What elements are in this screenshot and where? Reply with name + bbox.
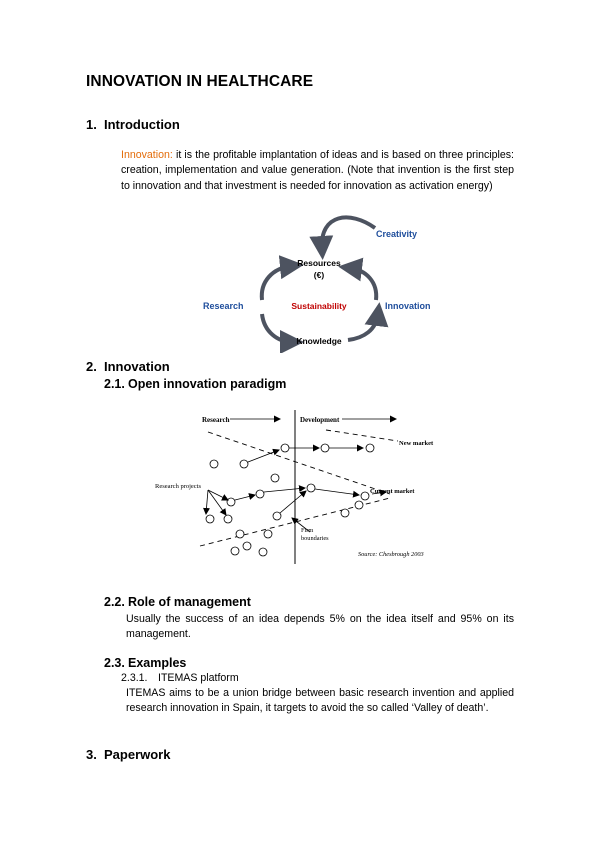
innovation-cycle-diagram	[180, 208, 440, 353]
innovation-term: Innovation:	[121, 149, 173, 161]
subsection-title: Open innovation paradigm	[128, 377, 287, 391]
label-resources: Resources	[297, 258, 341, 268]
label-current-market: Current market	[370, 488, 415, 495]
label-knowledge: Knowledge	[296, 336, 342, 346]
subsubsection-title: ITEMAS platform	[158, 672, 239, 684]
subsection-number: 2.2.	[104, 595, 125, 609]
subsubsection-number: 2.3.1.	[121, 672, 148, 684]
label-boundaries: boundaries	[301, 535, 329, 542]
arrow-innovation-to-resources	[350, 268, 376, 300]
document-title: INNOVATION IN HEALTHCARE	[86, 73, 314, 90]
section-number: 3.	[86, 747, 97, 762]
section-title: Innovation	[104, 359, 170, 374]
label-sustainability: Sustainability	[291, 301, 347, 311]
arrow-research-to-knowledge	[262, 314, 292, 342]
itemas-paragraph: ITEMAS aims to be a union bridge between basic research invention and applied research innovation in Spain, it targets to avoid the so called ‘Valley of death’.	[126, 687, 514, 715]
label-innovation: Innovation	[385, 301, 431, 311]
label-source: Source: Chesbrough 2003	[358, 551, 424, 558]
section-number: 1.	[86, 117, 97, 132]
section-2-heading	[86, 359, 170, 374]
research-project-circles	[206, 444, 374, 556]
intro-paragraph	[121, 148, 514, 194]
subsection-2-1-heading	[104, 377, 286, 391]
label-currency: (€)	[313, 270, 325, 280]
label-creativity: Creativity	[376, 229, 418, 239]
management-paragraph: Usually the success of an idea depends 5% on the idea itself and 95% on its management.	[126, 613, 514, 641]
label-research-projects: Research projects	[155, 483, 202, 490]
funnel-top	[208, 432, 390, 494]
subsubsection-2-3-1-heading	[121, 672, 239, 684]
section-title: Introduction	[104, 117, 180, 132]
subsection-number: 2.3.	[104, 656, 125, 670]
subsection-number: 2.1.	[104, 377, 125, 391]
arrow-research-to-resources	[262, 266, 292, 300]
section-1-heading	[86, 117, 180, 132]
subsection-title: Role of management	[128, 595, 251, 609]
header-development: Development	[300, 416, 340, 424]
label-firm: Firm	[301, 527, 314, 534]
label-research: Research	[203, 301, 244, 311]
header-research: Research	[202, 416, 230, 424]
intro-text: it is the profitable implantation of ideas and is based on three principles: creation, implementation and value generation. (Note that invention is the first step to innovation and that investment is needed for innovation as activation energy)	[121, 149, 514, 192]
section-title: Paperwork	[104, 747, 171, 762]
label-new-market: New market	[399, 440, 434, 447]
section-3-heading	[86, 747, 170, 762]
section-number: 2.	[86, 359, 97, 374]
subsection-2-2-heading	[104, 595, 251, 609]
arrow-knowledge-to-innovation	[348, 314, 378, 340]
new-market-dash	[326, 430, 398, 441]
arrow-creativity-to-resources	[322, 217, 375, 248]
subsection-title: Examples	[128, 656, 187, 670]
subsection-2-3-heading	[104, 656, 186, 670]
open-innovation-diagram	[150, 406, 450, 568]
